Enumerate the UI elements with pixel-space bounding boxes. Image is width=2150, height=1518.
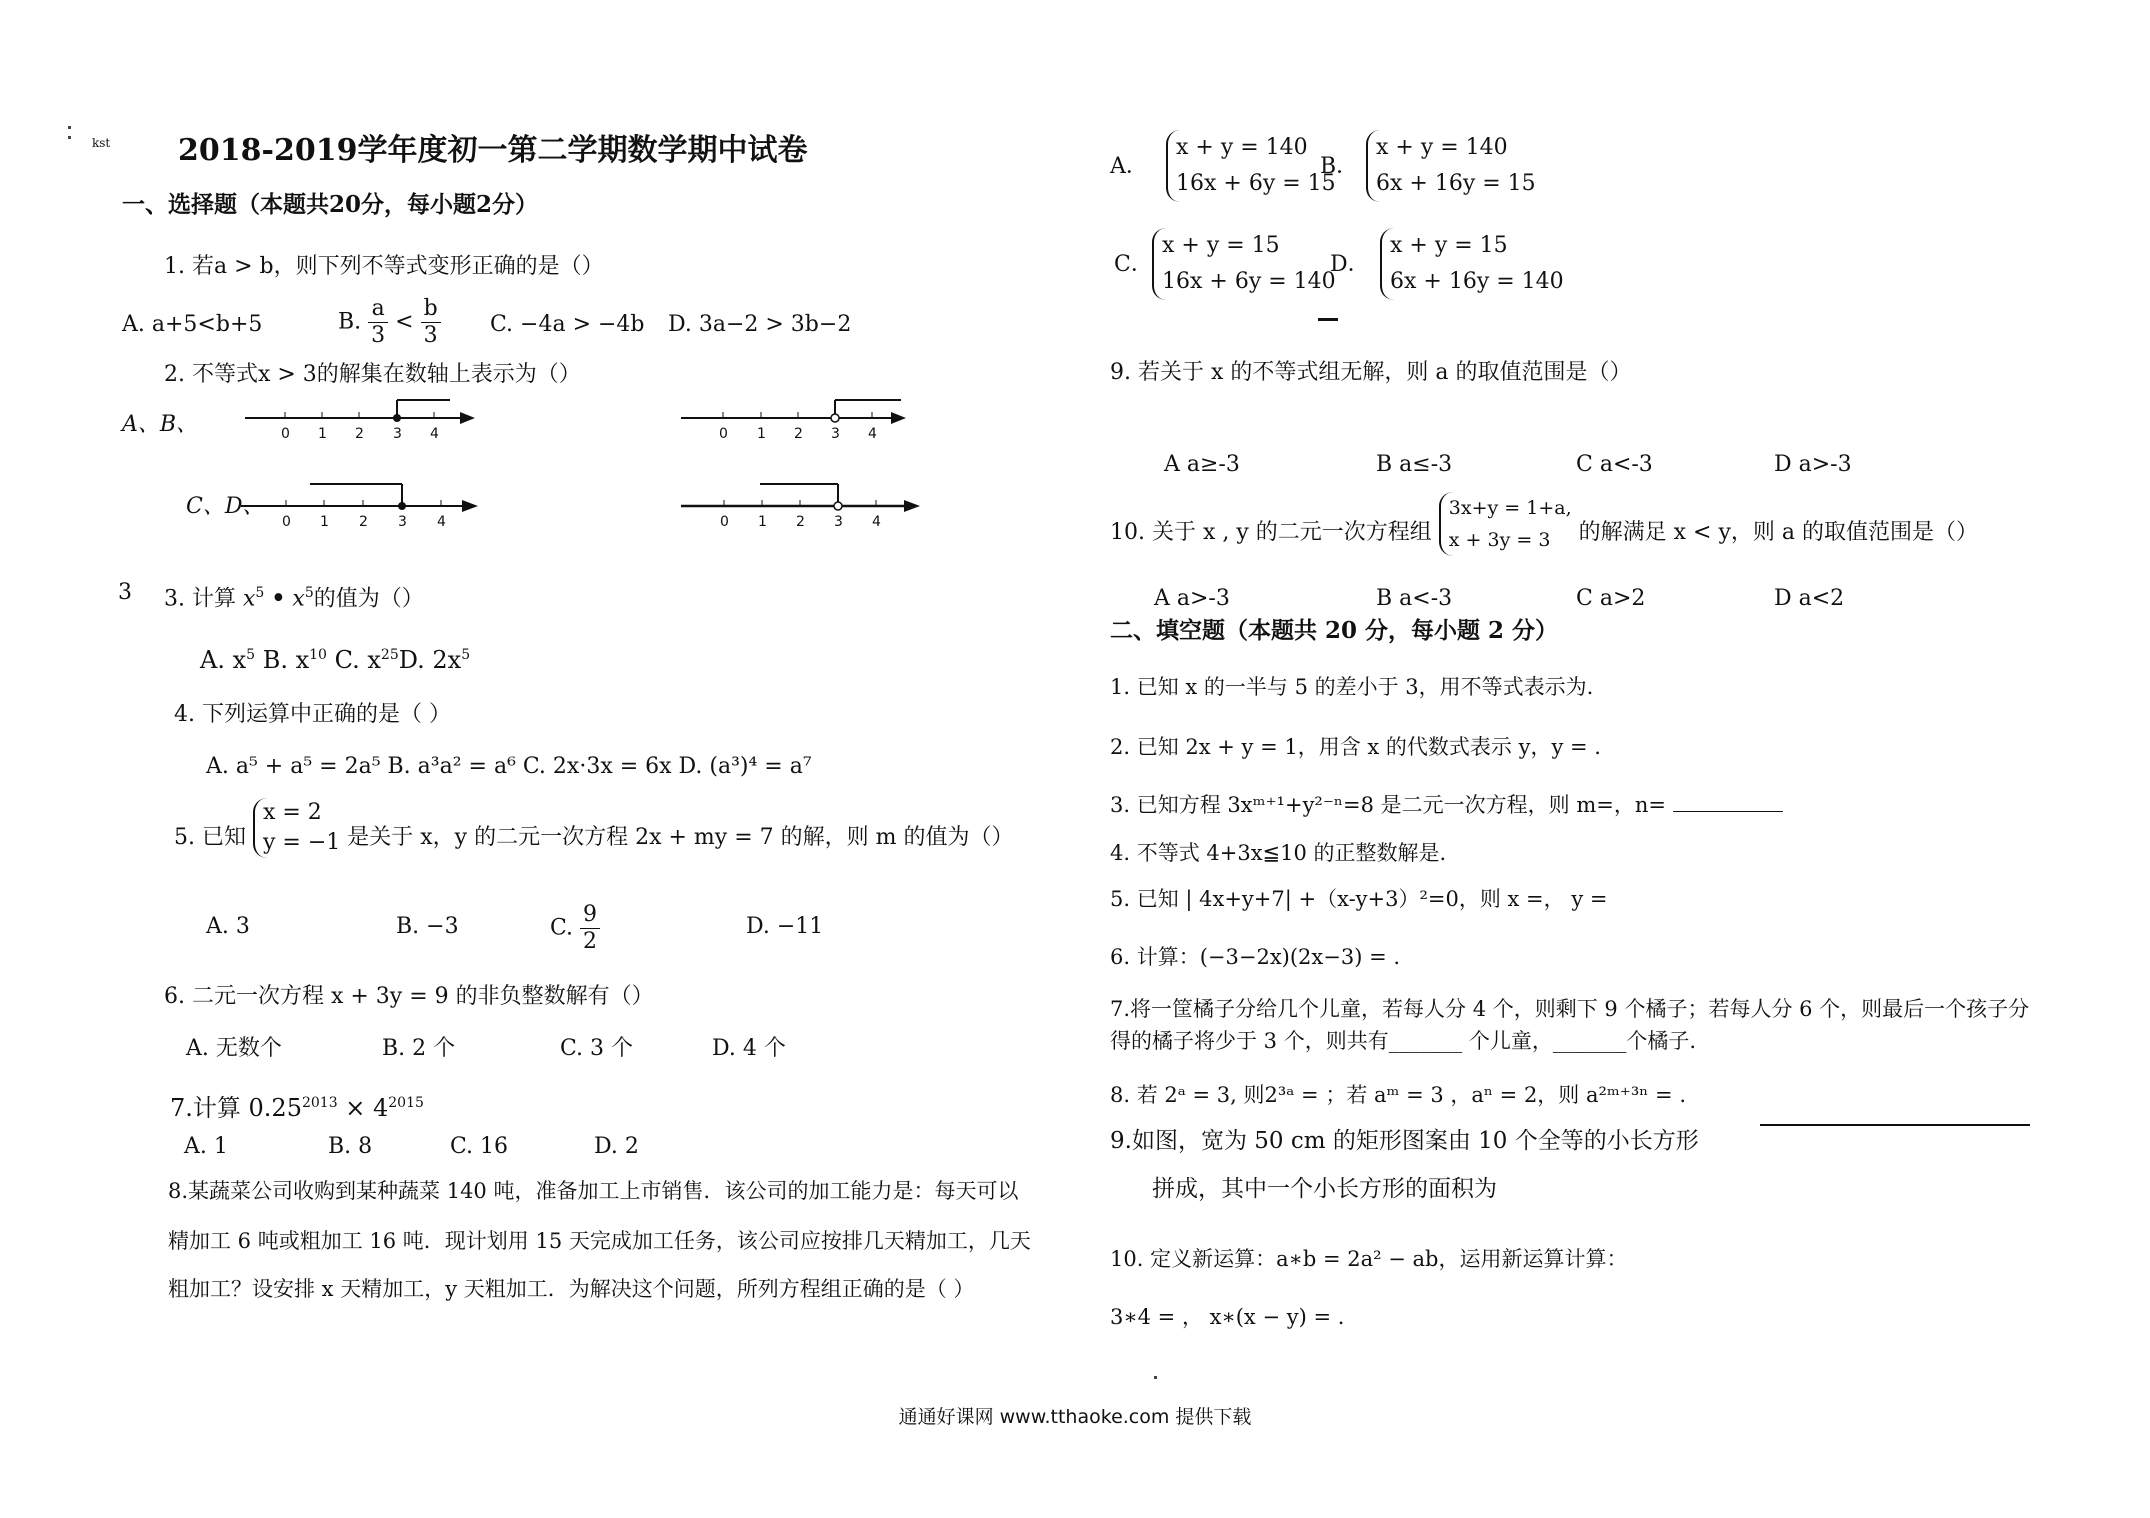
q7-option-c: C. 16	[450, 1134, 509, 1159]
q6-option-b: B. 2 个	[382, 1036, 456, 1061]
fill-9-line-1: 9.如图，宽为 50 cm 的矩形图案由 10 个全等的小长方形	[1110, 1128, 1699, 1154]
tick-label: 1	[757, 426, 766, 442]
number-line-c	[236, 474, 486, 534]
fraction: $\frac{9}{2}$	[580, 902, 600, 955]
fraction: $\frac{b}{3}$	[421, 296, 441, 349]
equation-system: x + y = 140 6x + 16y = 15	[1366, 130, 1536, 202]
figure-placeholder-line	[1760, 1124, 2030, 1126]
fill-5: 5. 已知 | 4x+y+7| +（x-y+3）²=0，则 x =， y =	[1110, 887, 1608, 911]
q9-option-d: D a>-3	[1774, 452, 1852, 477]
fill-7-line-2: 得的橘子将少于 3 个，则共有_______ 个儿童，_______个橘子.	[1110, 1029, 1697, 1053]
fill-2: 2. 已知 2x + y = 1，用含 x 的代数式表示 y，y = .	[1110, 735, 1601, 759]
q6-option-c: C. 3 个	[560, 1036, 634, 1061]
q8-line-2: 精加工 6 吨或粗加工 16 吨．现计划用 15 天完成加工任务，该公司应按排几天精加工，几天	[168, 1229, 1031, 1253]
q3-margin-number: 3	[118, 580, 132, 605]
q2-cd-label: C、D、	[186, 494, 265, 519]
page-title: 2018-2019学年度初一第二学期数学期中试卷	[178, 133, 808, 168]
q8-option-c-label: C．	[1114, 252, 1153, 277]
q3-options: A. $x^5$ B. $x^{10}$ C. $x^{25}D$. $2x^5$	[200, 646, 471, 674]
q8-option-c	[1152, 228, 1336, 300]
number-line-d	[676, 474, 926, 534]
q1-option-c: C. −4a > −4b	[490, 312, 645, 337]
q10-option-c: C a>2	[1576, 586, 1646, 611]
q7-option-a: A. 1	[184, 1134, 228, 1159]
tick-label: 3	[831, 426, 840, 442]
q1-option-b: B. $\frac{a}{3}$ < $\frac{b}{3}$	[338, 296, 441, 349]
fill-1: 1. 已知 x 的一半与 5 的差小于 3，用不等式表示为.	[1110, 675, 1594, 699]
q7-option-b: B. 8	[328, 1134, 373, 1159]
tick-label: 0	[281, 426, 290, 442]
q2-ab-label: A、B、	[122, 412, 199, 437]
fill-8: 8. 若 2ᵃ = 3, 则2³ᵃ = ；若 aᵐ = 3 ，aⁿ = 2，则 a²ᵐ⁺³ⁿ = .	[1110, 1083, 1687, 1107]
tick-label: 4	[437, 514, 446, 530]
tick-label: 3	[398, 514, 407, 530]
q5-option-a: A. 3	[206, 914, 250, 939]
tick-label: 0	[282, 514, 291, 530]
q1-option-a: A. a+5<b+5	[122, 312, 263, 337]
q8-option-b	[1366, 130, 1536, 202]
q1-b-prefix: B.	[338, 309, 362, 335]
q10-option-a: A a>-3	[1154, 586, 1230, 611]
tick-label: 2	[359, 514, 368, 530]
tick-label: 1	[758, 514, 767, 530]
fill-6: 6. 计算：(−3−2x)(2x−3) = .	[1110, 945, 1401, 969]
q5-option-b: B. −3	[396, 914, 459, 939]
answer-blank[interactable]	[1673, 791, 1783, 812]
tick-label: 1	[320, 514, 329, 530]
q8-option-d-label: D．	[1330, 252, 1370, 277]
q6-option-a: A. 无数个	[186, 1036, 282, 1061]
fill-10-line-1: 10. 定义新运算：a∗b = 2a² − ab，运用新运算计算：	[1110, 1247, 1628, 1271]
footer-credit: 通通好课网 www.tthaoke.com 提供下载	[898, 1406, 1252, 1428]
q9-option-c: C a<-3	[1576, 452, 1653, 477]
q7-option-d: D. 2	[594, 1134, 639, 1159]
q5-option-d: D. −11	[746, 914, 824, 939]
scan-dot	[68, 126, 71, 129]
tick-label: 4	[430, 426, 439, 442]
equation-system: x + y = 15 6x + 16y = 140	[1380, 228, 1564, 300]
q8-option-a-label: A．	[1110, 154, 1148, 179]
q1-stem: 1. 若a > b，则下列不等式变形正确的是（）	[164, 254, 604, 279]
section-1-heading: 一、选择题（本题共20分，每小题2分）	[122, 191, 539, 218]
q6-option-d: D. 4 个	[712, 1036, 786, 1061]
tick-label: 3	[834, 514, 843, 530]
q8-line-3: 粗加工？设安排 x 天精加工，y 天粗加工．为解决这个问题，所列方程组正确的是（ ）	[168, 1277, 975, 1301]
q10-stem: 10. 关于 x , y 的二元一次方程组 3x+y = 1+a, x + 3y = 3 的解满足 x < y，则 a 的取值范围是（）	[1110, 510, 1978, 556]
equation-system: 3x+y = 1+a, x + 3y = 3	[1439, 492, 1572, 556]
right-column	[1080, 0, 2150, 1518]
equation-system: x + y = 140 16x + 6y = 15	[1166, 130, 1336, 202]
tick-label: 2	[355, 426, 364, 442]
section-2-heading: 二、填空题（本题共 20 分，每小题 2 分）	[1110, 617, 1559, 644]
tick-label: 1	[318, 426, 327, 442]
tick-label: 0	[720, 514, 729, 530]
q9-stem: 9. 若关于 x 的不等式组无解，则 a 的取值范围是（）	[1110, 360, 1632, 385]
fill-3: 3. 已知方程 3xᵐ⁺¹+y²⁻ⁿ=8 是二元一次方程，则 m=，n=	[1110, 790, 1783, 820]
q8-line-1: 8.某蔬菜公司收购到某种蔬菜 140 吨，准备加工上市销售．该公司的加工能力是：每天可以	[168, 1179, 1019, 1203]
q5-option-c: C. $\frac{9}{2}$	[550, 902, 600, 955]
corner-mark: kst	[92, 136, 111, 150]
q8-option-b-label: B．	[1320, 154, 1359, 179]
number-line-a	[240, 392, 480, 444]
q10-option-b: B a<-3	[1376, 586, 1453, 611]
q9-option-b: B a≤-3	[1376, 452, 1453, 477]
q6-stem: 6. 二元一次方程 x + 3y = 9 的非负整数解有（）	[164, 984, 654, 1009]
tick-label: 0	[719, 426, 728, 442]
q3-stem: 3. 计算 $x^5$ • $x^5$的值为（）	[164, 585, 424, 612]
tick-label: 4	[872, 514, 881, 530]
tick-label: 3	[393, 426, 402, 442]
scan-dot	[1154, 1376, 1157, 1379]
fill-7-line-1: 7.将一筐橘子分给几个儿童，若每人分 4 个，则剩下 9 个橘子；若每人分 6 个，则最后一个孩子分	[1110, 997, 2030, 1021]
stray-mark	[1318, 318, 1338, 321]
q4-options: A. a⁵ + a⁵ = 2a⁵ B. a³a² = a⁶ C. 2x·3x = 6x D. (a³)⁴ = a⁷	[206, 754, 812, 779]
equation-system: x = 2 y = −1	[253, 798, 340, 858]
q4-stem: 4. 下列运算中正确的是（ ）	[174, 702, 451, 727]
q8-option-d	[1380, 228, 1564, 300]
fill-4: 4. 不等式 4+3x≦10 的正整数解是.	[1110, 841, 1447, 865]
q5-stem: 5. 已知 x = 2 y = −1 是关于 x，y 的二元一次方程 2x + my = 7 的解，则 m 的值为（）	[174, 818, 1013, 858]
scan-dot	[68, 136, 71, 139]
q8-option-a	[1166, 130, 1336, 202]
fill-10-line-2: 3∗4 = ， x∗(x − y) = .	[1110, 1305, 1345, 1329]
number-line-b	[676, 392, 912, 444]
fraction: $\frac{a}{3}$	[368, 296, 388, 349]
fill-9-line-2: 拼成，其中一个小长方形的面积为	[1152, 1176, 1497, 1202]
q9-option-a: A a≥-3	[1164, 452, 1240, 477]
q2-stem: 2. 不等式x > 3的解集在数轴上表示为（）	[164, 362, 581, 387]
equation-system: x + y = 15 16x + 6y = 140	[1152, 228, 1336, 300]
tick-label: 2	[794, 426, 803, 442]
q10-option-d: D a<2	[1774, 586, 1845, 611]
tick-label: 4	[868, 426, 877, 442]
q7-stem: 7.计算 $0.25^{2013} \times 4^{2015}$	[170, 1094, 424, 1122]
tick-label: 2	[796, 514, 805, 530]
q1-option-d: D. 3a−2 > 3b−2	[668, 312, 852, 337]
